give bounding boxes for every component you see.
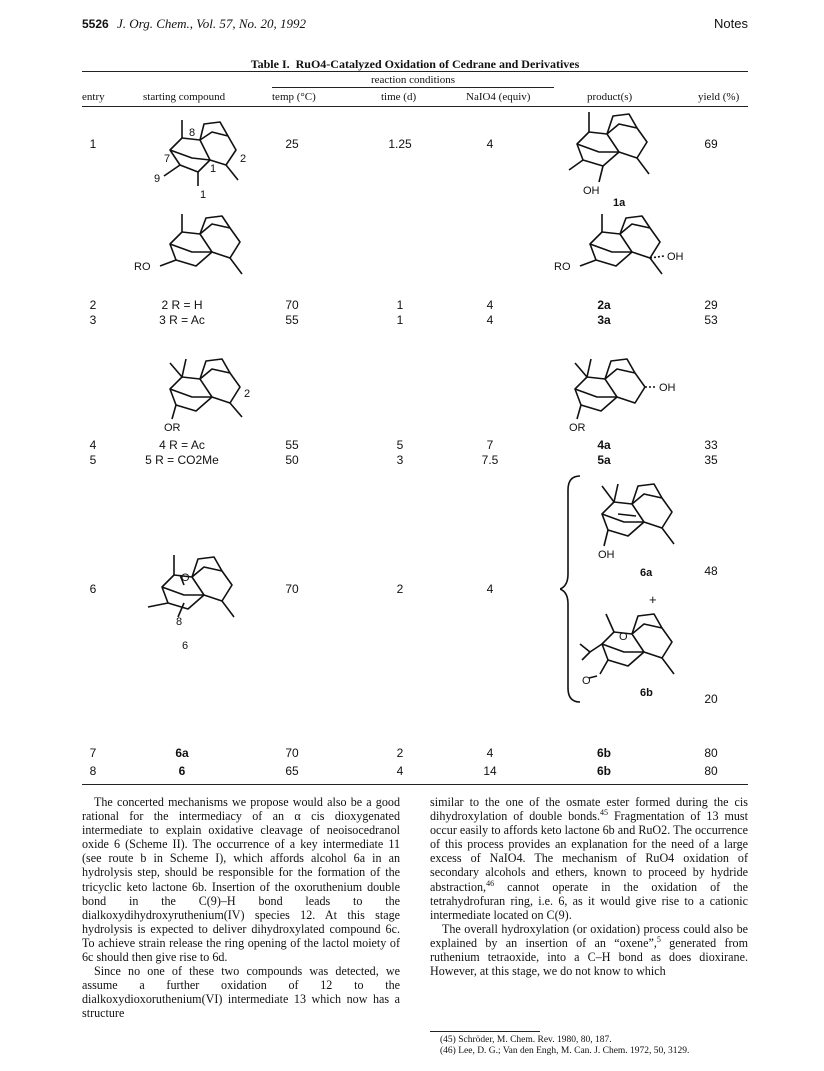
row8-naio4: 14 — [483, 764, 497, 778]
s1-atom-b: 7 — [164, 153, 171, 165]
structure-product-1a — [555, 100, 695, 210]
structure-starting-6 — [130, 545, 280, 655]
body-left-column — [82, 795, 400, 1021]
footnote-45: (45) Schröder, M. Chem. Rev. 1980, 80, 187. — [440, 1035, 612, 1045]
row3-time: 1 — [396, 313, 404, 327]
row1-time: 1.25 — [388, 137, 412, 151]
row7-yield: 80 — [704, 746, 718, 760]
row1-yield: 69 — [704, 137, 718, 151]
row2-yield: 29 — [704, 298, 718, 312]
table-caption: RuO4-Catalyzed Oxidation of Cedrane and Derivatives — [295, 57, 580, 71]
row5-time: 3 — [396, 453, 404, 467]
structure-starting-4-5 — [140, 345, 280, 435]
row3-product: 3a — [597, 313, 611, 327]
left-paragraph-2: Since no one of these two compounds was detected, we assume a further oxidation of 12 to the dialkoxydioxoruthenium(VI) intermediate 13 which now has a structure — [82, 964, 400, 1021]
body-right-column — [430, 795, 748, 978]
row2-naio4: 4 — [486, 298, 494, 312]
row8-starting: 6 — [178, 764, 186, 778]
row4-entry: 4 — [89, 438, 97, 452]
s2-ro: RO — [134, 261, 151, 273]
s1-compound-number: 1 — [200, 189, 207, 200]
row7-temp: 70 — [285, 746, 299, 760]
structure-product-6a — [578, 472, 718, 582]
row7-starting: 6a — [175, 746, 189, 760]
footnote-46: (46) Lee, D. G.; Van den Engh, M. Can. J. Chem. 1972, 50, 3129. — [440, 1046, 690, 1056]
left-paragraph-1: The concerted mechanisms we propose would also be a good rational for the intermediacy of an α cis dioxygenated intermediate to explain oxidative cleavage of neoisocedranol oxide 6 (Scheme II). The occurrence of a key intermediate 11 (see route b in Scheme I), which affords alcohol 6a in an hydrolysis step, should be responsible for the formation of the tricyclic keto lactone 6b. Insertion of the oxoruthenium double bond in the C(9)–H bond leads to the dialkoxydihydroxyruthenium(IV) species 12. At this stage hydrolysis is expected to deliver dihydroxylated compound 6c. To achieve strain release the ring opening of the lactol moiety of 6c should then give rise to 6d. — [82, 795, 400, 965]
table-top-rule — [82, 71, 748, 72]
plus-sign: + — [649, 592, 657, 607]
col-header-naio4: NaIO4 (equiv) — [466, 91, 531, 103]
row6-temp: 70 — [285, 582, 299, 596]
page-number: 5526 — [82, 17, 109, 31]
p6b-name: 6b — [640, 687, 653, 699]
col-header-products: product(s) — [587, 91, 633, 103]
footnote-rule — [430, 1031, 540, 1032]
s6-atom: 8 — [176, 616, 183, 628]
row5-yield: 35 — [704, 453, 718, 467]
p6b-o2: O — [582, 675, 591, 687]
row4-naio4: 7 — [486, 438, 494, 452]
row8-time: 4 — [396, 764, 404, 778]
col-header-temp: temp (°C) — [272, 91, 316, 103]
row7-product: 6b — [596, 746, 611, 760]
row6-yield-6b: 20 — [704, 692, 718, 706]
right-paragraph-1: similar to the one of the osmate ester formed during the cis dihydroxylation of double bonds.$^{45}$ Fragmentation of 13 must occur easily to affords keto lactone 6b and RuO2. The occurrence of this process provides an explanation for the need of a large excess of NaIO4. The mechanism of RuO4 oxidation of secondary alcohols and ethers, known to proceed by hydride abstraction,$^{46}$ cannot operate in the oxidation of the tetrahydrofuran ring, i.e. 6, as it would give rise to a cationic intermediate located on C(9). — [430, 795, 748, 922]
structure-product-6b — [566, 604, 716, 704]
row3-naio4: 4 — [486, 313, 494, 327]
footnotes — [440, 1035, 750, 1057]
structure-starting-2-3 — [126, 210, 286, 290]
p4-oh: OH — [659, 382, 676, 394]
row2-product: 2a — [597, 298, 611, 312]
reaction-conditions-header: reaction conditions — [370, 74, 455, 86]
s6-compound: 6 — [182, 640, 189, 652]
structure-product-4a-5a — [545, 345, 705, 435]
p4-or: OR — [569, 422, 586, 434]
row1-naio4: 4 — [486, 137, 494, 151]
row3-starting: 3 R = Ac — [159, 313, 205, 327]
table-title — [82, 57, 748, 72]
s1-atom-e: 9 — [154, 173, 161, 185]
row6-time: 2 — [396, 582, 404, 596]
row4-product: 4a — [597, 438, 611, 452]
row7-time: 2 — [396, 746, 404, 760]
section-label: Notes — [714, 16, 748, 31]
s4-or: OR — [164, 422, 181, 434]
row6-entry: 6 — [89, 582, 97, 596]
running-header — [82, 16, 748, 36]
col-header-time: time (d) — [381, 91, 417, 103]
row8-product: 6b — [596, 764, 611, 778]
s1-atom-d: 2 — [240, 153, 247, 165]
row4-temp: 55 — [285, 438, 299, 452]
conditions-subrule — [272, 87, 554, 88]
p2-oh: OH — [667, 251, 684, 263]
p6a-oh: OH — [598, 549, 615, 561]
table-label: Table I. — [250, 57, 290, 71]
row4-starting: 4 R = Ac — [159, 438, 205, 452]
row2-time: 1 — [396, 298, 404, 312]
row1-entry: 1 — [89, 137, 97, 151]
row1-temp: 25 — [285, 137, 299, 151]
row3-yield: 53 — [704, 313, 718, 327]
right-paragraph-2: The overall hydroxylation (or oxidation) process could also be explained by an insertion of an “oxene”,$^5$ generated from ruthenium tetraoxide, into a C–H bond as does dioxirane. However, at this stage, we do not know to which — [430, 921, 748, 979]
row2-entry: 2 — [89, 298, 97, 312]
row7-entry: 7 — [89, 746, 97, 760]
row4-time: 5 — [396, 438, 404, 452]
row5-entry: 5 — [89, 453, 97, 467]
p1-name: 1a — [613, 197, 626, 209]
row5-starting: 5 R = CO2Me — [145, 453, 219, 467]
row5-naio4: 7.5 — [481, 453, 499, 467]
row7-naio4: 4 — [486, 746, 494, 760]
p6b-o1: O — [619, 631, 628, 643]
col-header-yield: yield (%) — [698, 91, 740, 103]
p6a-name: 6a — [640, 567, 653, 579]
row6-yield-6a: 48 — [704, 564, 718, 578]
row5-product: 5a — [597, 453, 611, 467]
s1-atom-a: 8 — [189, 127, 196, 139]
row3-entry: 3 — [89, 313, 97, 327]
p2-ro: RO — [554, 261, 571, 273]
journal-citation: J. Org. Chem., Vol. 57, No. 20, 1992 — [116, 16, 307, 31]
row2-temp: 70 — [285, 298, 299, 312]
row8-temp: 65 — [285, 764, 299, 778]
table-bottom-rule — [82, 784, 748, 785]
col-header-entry: entry — [82, 91, 105, 103]
row6-naio4: 4 — [486, 582, 494, 596]
row5-temp: 50 — [285, 453, 299, 467]
structure-product-2a-3a — [546, 210, 706, 290]
p1-oh: OH — [583, 185, 600, 197]
row3-temp: 55 — [285, 313, 299, 327]
row8-yield: 80 — [704, 764, 718, 778]
row8-entry: 8 — [89, 764, 97, 778]
col-header-starting-compound: starting compound — [143, 91, 226, 103]
s4-atom: 2 — [244, 388, 251, 400]
structure-cedrane-1 — [140, 110, 280, 200]
s1-atom-c: 1 — [210, 163, 217, 175]
row2-starting: 2 R = H — [161, 298, 203, 312]
row4-yield: 33 — [704, 438, 718, 452]
s6-o: O — [181, 572, 190, 584]
